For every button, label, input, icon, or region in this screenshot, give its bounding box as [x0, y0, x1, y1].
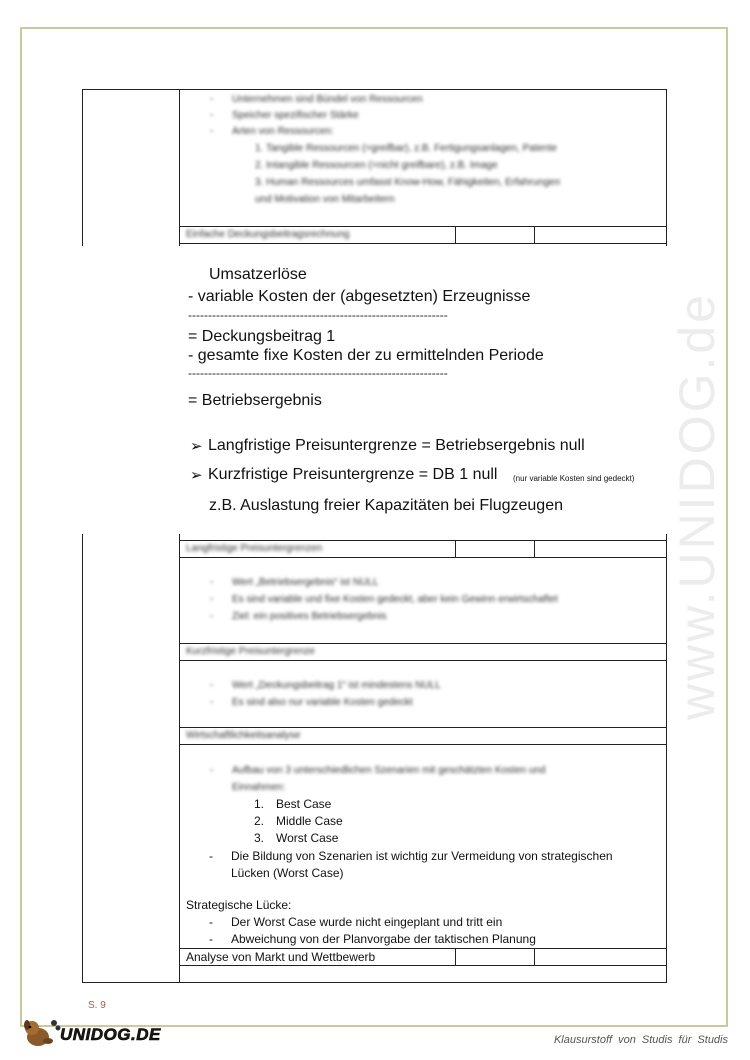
blurred-item: Unternehmen sind Bündel von Ressourcen	[232, 94, 423, 105]
row-label-wirtschaftlichkeit: Wirtschaftlichkeitsanalyse	[186, 730, 301, 741]
bullet-dash: -	[209, 849, 213, 863]
bullet-dash: -	[209, 932, 213, 946]
blurred-subitem: und Motivation von Mitarbeitern	[255, 194, 395, 205]
cell-divider	[534, 226, 535, 243]
calc-line-deckungsbeitrag: = Deckungsbeitrag 1	[188, 328, 336, 345]
row-label-markt-wettbewerb: Analyse von Markt und Wettbewerb	[186, 950, 376, 964]
scenario-number: 3.	[254, 831, 265, 845]
row-divider	[179, 226, 667, 227]
row-divider	[179, 557, 667, 558]
table-right-border	[666, 89, 667, 983]
calc-line-betriebsergebnis: = Betriebsergebnis	[188, 392, 322, 409]
scenario-worst-case: Worst Case	[276, 831, 339, 845]
calc-bullet-langfristig: Langfristige Preisuntergrenze = Betriebsergebnis null	[208, 437, 585, 454]
blurred-item: Wert „Deckungsbeitrag 1“ ist mindestens NULL	[232, 680, 441, 691]
cell-divider	[534, 540, 535, 557]
row-label-deckungsbeitragsrechnung: Einfache Deckungsbeitragsrechnung	[186, 229, 350, 240]
calc-line-variable-kosten: - variable Kosten der (abgesetzten) Erzeugnisse	[188, 288, 531, 305]
scenario-number: 2.	[254, 814, 265, 828]
blurred-subitem: 1. Tangible Ressourcen (=greifbar), z.B. Fertigungsanlagen, Patente	[255, 143, 557, 154]
calc-separator: -----------------------------------------------------------------	[188, 308, 448, 322]
page-number: S. 9	[88, 1000, 106, 1011]
calc-bullet-note: (nur variable Kosten sind gedeckt)	[513, 474, 635, 483]
cell-divider	[455, 948, 456, 965]
unidog-logo	[22, 1015, 161, 1051]
row-divider	[179, 744, 667, 745]
scenario-number: 1.	[254, 797, 265, 811]
calc-example: z.B. Auslastung freier Kapazitäten bei Flugzeugen	[209, 497, 563, 514]
cell-divider	[455, 226, 456, 243]
calc-line-umsatzerloese: Umsatzerlöse	[209, 266, 307, 283]
blurred-item: Speicher spezifischer Stärke	[232, 110, 359, 121]
calc-bullet-kurzfristig: Kurzfristige Preisuntergrenze = DB 1 null	[208, 466, 498, 483]
scenario-note-line: Lücken (Worst Case)	[231, 866, 344, 880]
blurred-item: Einnahmen:	[232, 782, 286, 793]
blurred-item: Es sind also nur variable Kosten gedeckt	[232, 697, 413, 708]
logo-text: UNIDOG.DE	[60, 1025, 161, 1044]
arrow-bullet-icon: ➢	[190, 438, 203, 455]
footer-tagline: Klausurstoff von Studis für Studis	[553, 1034, 728, 1046]
calc-separator: -----------------------------------------------------------------	[188, 366, 448, 380]
blurred-subitem: 2. Intangible Ressourcen (=nicht greifbare), z.B. Image	[255, 160, 498, 171]
scenario-note-line: Die Bildung von Szenarien ist wichtig zur Vermeidung von strategischen	[231, 849, 613, 863]
arrow-bullet-icon: ➢	[190, 467, 203, 484]
row-divider	[179, 965, 667, 966]
blurred-item: Arten von Ressourcen:	[232, 126, 334, 137]
table-left-border	[82, 89, 83, 983]
row-label-langfristig: Langfristige Preisuntergrenzen	[186, 543, 323, 554]
row-divider	[179, 540, 667, 541]
blurred-item: Aufbau von 3 unterschiedlichen Szenarien mit geschätzten Kosten und	[232, 765, 546, 776]
dog-icon	[22, 1015, 62, 1051]
scenario-middle-case: Middle Case	[276, 814, 343, 828]
calc-line-fixe-kosten: - gesamte fixe Kosten der zu ermittelnden Periode	[188, 347, 544, 364]
blurred-subitem: 3. Human Ressources umfasst Know-How, Fähigkeiten, Erfahrungen	[255, 177, 561, 188]
cell-divider	[455, 540, 456, 557]
scenario-best-case: Best Case	[276, 797, 332, 811]
table-column-divider	[179, 89, 180, 983]
row-label-kurzfristig: Kurzfristige Preisuntergrenze	[186, 646, 315, 657]
blurred-item: Wert „Betriebsergebnis“ ist NULL	[232, 577, 379, 588]
row-divider	[179, 643, 667, 644]
gap-item: Der Worst Case wurde nicht eingeplant und tritt ein	[231, 915, 503, 929]
cell-divider	[534, 948, 535, 965]
row-divider	[179, 243, 667, 244]
blurred-item: Ziel: ein positives Betriebsergebnis	[232, 611, 387, 622]
watermark: www.UNIDOG.de	[669, 292, 725, 720]
bullet-dash: -	[209, 915, 213, 929]
row-divider	[179, 948, 667, 949]
calculation-image	[80, 246, 668, 534]
table-top-border	[82, 89, 667, 90]
row-divider	[179, 727, 667, 728]
row-divider	[179, 660, 667, 661]
gap-item: Abweichung von der Planvorgabe der taktischen Planung	[231, 932, 536, 946]
gap-heading: Strategische Lücke:	[186, 898, 292, 912]
blurred-item: Es sind variable und fixe Kosten gedeckt, aber kein Gewinn erwirtschaftet	[232, 594, 558, 605]
table-bottom-border	[82, 982, 667, 983]
